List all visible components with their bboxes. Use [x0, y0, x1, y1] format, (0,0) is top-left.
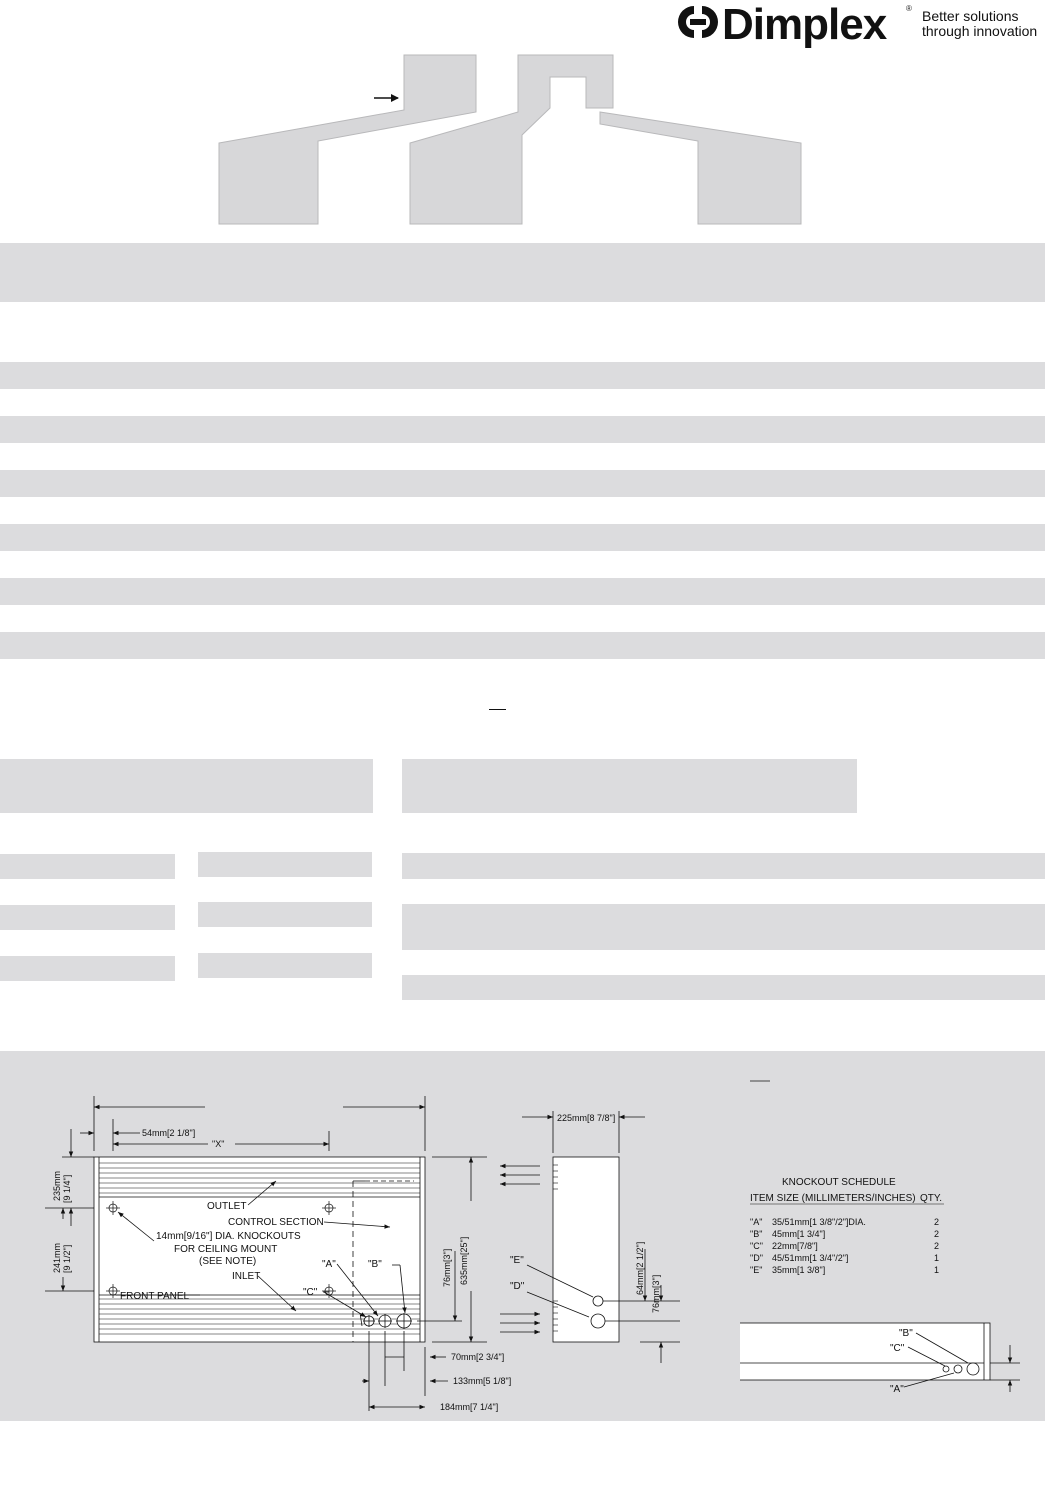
label-outlet: OUTLET — [207, 1201, 247, 1212]
spec-row-6 — [0, 632, 1045, 659]
tagline-line2: through innovation — [922, 23, 1038, 39]
left-cell-2 — [198, 852, 372, 877]
header-graphic — [0, 0, 1045, 240]
schedule-header: ITEM SIZE (MILLIMETERS/INCHES) — [750, 1193, 916, 1204]
schedule-row-size: 35/51mm[1 3/8"/2"]DIA. — [772, 1217, 866, 1227]
left-cell-5 — [0, 956, 175, 981]
right-section-header — [402, 759, 857, 813]
schedule-row-size: 45mm[1 3/4"] — [772, 1229, 826, 1239]
label-b: "B" — [368, 1259, 382, 1270]
label-c: "C" — [303, 1287, 318, 1298]
label-inlet: INLET — [232, 1271, 261, 1282]
knockout-schedule — [740, 1170, 1040, 1410]
arrow-icon — [374, 94, 399, 102]
schedule-title: KNOCKOUT SCHEDULE — [782, 1177, 896, 1188]
spec-row-5 — [0, 578, 1045, 605]
schedule-row-size: 22mm[7/8"] — [772, 1241, 818, 1251]
schedule-row-qty: 2 — [934, 1229, 940, 1239]
divider-mark — [489, 709, 506, 710]
dim-241b: [9 1/2"] — [62, 1244, 72, 1273]
schedule-row-qty: 2 — [934, 1217, 940, 1227]
label-knockouts-1: 14mm[9/16"] DIA. KNOCKOUTS — [156, 1231, 301, 1242]
tagline-line1: Better solutions — [922, 8, 1019, 24]
schedule-row-qty: 1 — [934, 1265, 940, 1275]
label-a: "A" — [322, 1259, 336, 1270]
dim-184: 184mm[7 1/4"] — [440, 1402, 499, 1412]
left-cell-6 — [198, 953, 372, 978]
dim-76: 76mm[3"] — [442, 1248, 452, 1287]
left-cell-1 — [0, 854, 175, 879]
schedule-qty-header: QTY. — [920, 1193, 943, 1204]
spec-row-2 — [0, 416, 1045, 443]
left-section-header — [0, 759, 373, 813]
label-e: "E" — [510, 1255, 524, 1266]
registered-mark: ® — [906, 4, 912, 13]
schedule-row-qty: 1 — [934, 1253, 940, 1263]
dim-54: 54mm[2 1/8"] — [142, 1128, 196, 1138]
left-cell-4 — [198, 902, 372, 927]
bottom-view — [740, 1323, 1020, 1392]
schedule-row-size: 35mm[1 3/8"] — [772, 1265, 826, 1275]
right-row-3 — [402, 975, 1045, 1000]
dim-241a: 241mm — [52, 1242, 62, 1273]
bottom-label-c: "C" — [890, 1343, 905, 1354]
right-row-2 — [402, 904, 1045, 950]
dim-64: 64mm[2 1/2"] — [635, 1241, 645, 1295]
schedule-row-item: "B" — [750, 1229, 763, 1239]
label-front-panel: FRONT PANEL — [120, 1291, 190, 1302]
right-row-1 — [402, 853, 1045, 879]
bottom-label-a: "A" — [890, 1384, 904, 1395]
brand-name: Dimplex — [722, 0, 887, 49]
spec-row-3 — [0, 470, 1045, 497]
dim-635: 635mm[25"] — [459, 1236, 469, 1285]
title-band — [0, 243, 1045, 302]
dim-133: 133mm[5 1/8"] — [453, 1376, 512, 1386]
spec-row-4 — [0, 524, 1045, 551]
dim-x: "X" — [212, 1139, 225, 1149]
dim-225: 225mm[8 7/8"] — [557, 1113, 616, 1123]
bottom-label-b: "B" — [899, 1328, 913, 1339]
schedule-row-item: "D" — [750, 1253, 763, 1263]
spec-row-1 — [0, 362, 1045, 389]
label-knockouts-2: FOR CEILING MOUNT — [174, 1244, 278, 1255]
label-knockouts-3: (SEE NOTE) — [199, 1256, 257, 1267]
label-d: "D" — [510, 1281, 525, 1292]
dim-235b: [9 1/4"] — [62, 1174, 72, 1203]
schedule-row-qty: 2 — [934, 1241, 940, 1251]
dim-70: 70mm[2 3/4"] — [451, 1352, 505, 1362]
dim-235a: 235mm — [52, 1170, 62, 1201]
dim-76b: 76mm[3"] — [651, 1274, 661, 1313]
left-cell-3 — [0, 905, 175, 930]
schedule-row-item: "E" — [750, 1265, 763, 1275]
schedule-row-size: 45/51mm[1 3/4"/2"] — [772, 1253, 849, 1263]
label-control-section: CONTROL SECTION — [228, 1217, 324, 1228]
schedule-row-item: "C" — [750, 1241, 763, 1251]
schedule-row-item: "A" — [750, 1217, 763, 1227]
